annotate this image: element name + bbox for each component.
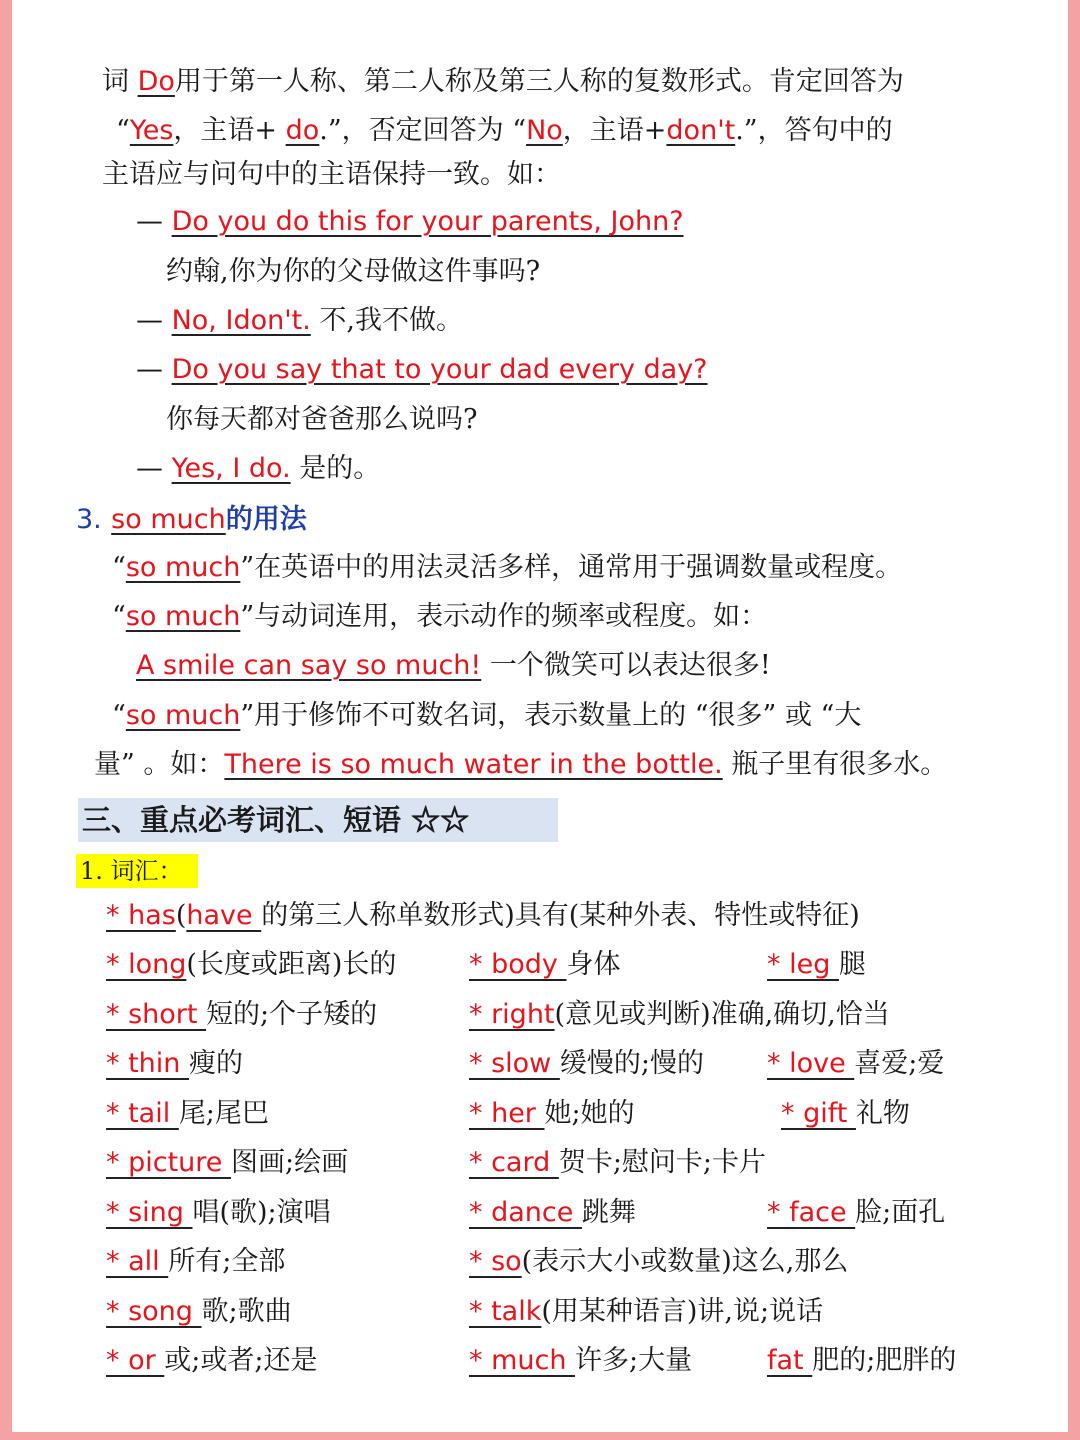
vocab-has: * has(have 的第三人称单数形式)具有(某种外表、特性或特征) bbox=[106, 900, 860, 931]
term-dont: don't bbox=[666, 115, 736, 146]
vocab-word: * gift bbox=[781, 1097, 856, 1129]
intro-line-1: 词 Do用于第一人称、第二人称及第三人称的复数形式。肯定回答为 bbox=[102, 66, 904, 97]
vocab-item bbox=[106, 1044, 243, 1084]
vocab-definition: 喜爱;爱 bbox=[854, 1048, 945, 1079]
vocab-item bbox=[106, 1292, 292, 1332]
vocab-word: * picture bbox=[106, 1147, 231, 1178]
vocab-definition: (意见或判断)准确,确切,恰当 bbox=[554, 998, 890, 1030]
vocab-item bbox=[469, 1341, 692, 1381]
intro-line-3: 主语应与问句中的主语保持一致。如： bbox=[102, 159, 561, 190]
vocab-word: * sing bbox=[106, 1196, 193, 1228]
example-1: — Do you do this for your parents, John? bbox=[136, 206, 684, 237]
so-much-para-4: 量” 。如：There is so much water in the bottle. 瓶子里有很多水。 bbox=[94, 749, 948, 780]
so-much-heading: 3. so much的用法 bbox=[76, 504, 307, 535]
vocab-definition: 脸;面孔 bbox=[855, 1196, 946, 1228]
vocab-word: * tail bbox=[106, 1097, 179, 1129]
vocab-definition: (表示大小或数量)这么,那么 bbox=[521, 1246, 849, 1277]
vocab-definition: 歌;歌曲 bbox=[201, 1295, 292, 1327]
vocab-item bbox=[106, 995, 377, 1035]
vocab-item bbox=[469, 1044, 704, 1084]
vocab-word: * her bbox=[469, 1097, 545, 1129]
so-much-para-1: “so much”在英语中的用法灵活多样，通常用于强调数量或程度。 bbox=[112, 552, 903, 583]
section-3-heading: 三、重点必考词汇、短语 ☆☆ bbox=[78, 798, 558, 842]
vocab-definition: 所有;全部 bbox=[168, 1246, 286, 1277]
vocab-word: * short bbox=[106, 998, 207, 1030]
vocab-word: * song bbox=[106, 1295, 202, 1327]
vocab-word: * leg bbox=[767, 949, 839, 980]
vocab-definition: (用某种语言)讲,说;说话 bbox=[541, 1295, 824, 1327]
vocab-item bbox=[106, 1341, 318, 1381]
so-much-para-2: “so much”与动词连用，表示动作的频率或程度。如： bbox=[112, 601, 768, 632]
vocab-definition: 身体 bbox=[566, 949, 621, 980]
vocab-item bbox=[469, 1292, 823, 1332]
vocab-word: * body bbox=[469, 949, 567, 980]
vocab-definition: 唱(歌);演唱 bbox=[192, 1196, 331, 1228]
vocab-word: * dance bbox=[469, 1196, 582, 1228]
vocab-heading: 1. 词汇： bbox=[76, 854, 198, 888]
vocab-item bbox=[106, 1193, 331, 1233]
vocab-item bbox=[469, 1242, 848, 1282]
vocab-definition: 短的;个子矮的 bbox=[206, 998, 378, 1030]
vocab-word: * love bbox=[767, 1048, 855, 1079]
vocab-item bbox=[469, 1143, 766, 1183]
example-1-translation: 约翰,你为你的父母做这件事吗? bbox=[166, 256, 541, 287]
term-do-answer: do bbox=[285, 115, 320, 146]
vocab-definition: 她;她的 bbox=[544, 1097, 635, 1129]
example-3-translation: 你每天都对爸爸那么说吗? bbox=[166, 404, 478, 435]
vocab-item bbox=[469, 995, 890, 1035]
so-much-para-3: “so much”用于修饰不可数名词，表示数量上的 “很多” 或 “大 bbox=[112, 700, 862, 731]
vocab-word: * right bbox=[469, 998, 555, 1030]
vocab-definition: 腿 bbox=[838, 949, 866, 980]
vocab-word: * or bbox=[106, 1345, 165, 1376]
vocab-definition: 尾;尾巴 bbox=[178, 1097, 269, 1129]
vocab-definition: 图画;绘画 bbox=[230, 1147, 349, 1178]
vocab-definition: 肥的;肥胖的 bbox=[812, 1345, 957, 1376]
vocab-definition: 礼物 bbox=[855, 1097, 910, 1129]
term-yes: Yes bbox=[129, 115, 174, 146]
vocab-item bbox=[469, 1094, 635, 1134]
vocab-definition: 贺卡;慰问卡;卡片 bbox=[558, 1147, 767, 1178]
vocab-item bbox=[781, 1094, 910, 1134]
vocab-definition: 缓慢的;慢的 bbox=[559, 1048, 704, 1079]
vocab-definition: (长度或距离)长的 bbox=[186, 949, 397, 980]
vocab-item bbox=[767, 1193, 945, 1233]
vocab-word: * so bbox=[469, 1246, 522, 1277]
vocab-word: * long bbox=[106, 949, 187, 980]
vocab-item bbox=[106, 1094, 269, 1134]
vocab-word: * card bbox=[469, 1147, 559, 1178]
vocab-word: * face bbox=[767, 1196, 856, 1228]
vocab-item bbox=[767, 945, 866, 985]
vocab-word: * all bbox=[106, 1246, 169, 1277]
vocab-item bbox=[767, 1044, 944, 1084]
vocab-item bbox=[469, 945, 620, 985]
vocab-item bbox=[106, 1242, 285, 1282]
vocab-word: * talk bbox=[469, 1295, 542, 1327]
vocab-definition: 或;或者;还是 bbox=[164, 1345, 318, 1376]
example-2: — No, Idon't. 不,我不做。 bbox=[136, 305, 463, 336]
vocab-item bbox=[106, 1143, 348, 1183]
vocab-word: * slow bbox=[469, 1048, 560, 1079]
intro-line-2: “Yes，主语+ do.”，否定回答为 “No，主语+don't.”，答句中的 bbox=[116, 115, 893, 146]
so-much-example-1: A smile can say so much! 一个微笑可以表达很多! bbox=[136, 650, 771, 681]
vocab-item bbox=[469, 1193, 636, 1233]
vocab-definition: 跳舞 bbox=[581, 1196, 636, 1228]
term-no: No bbox=[526, 115, 563, 146]
vocab-item bbox=[106, 945, 396, 985]
vocab-word: * thin bbox=[106, 1048, 189, 1079]
example-3: — Do you say that to your dad every day? bbox=[136, 354, 708, 385]
term-do: Do bbox=[137, 66, 175, 97]
example-4: — Yes, I do. 是的。 bbox=[136, 453, 381, 484]
vocab-word: * much bbox=[469, 1345, 576, 1376]
document-page bbox=[12, 0, 1068, 1432]
vocab-definition: 许多;大量 bbox=[575, 1345, 693, 1376]
vocab-word: fat bbox=[767, 1345, 813, 1376]
vocab-definition: 瘦的 bbox=[188, 1048, 243, 1079]
vocab-item bbox=[767, 1341, 956, 1381]
